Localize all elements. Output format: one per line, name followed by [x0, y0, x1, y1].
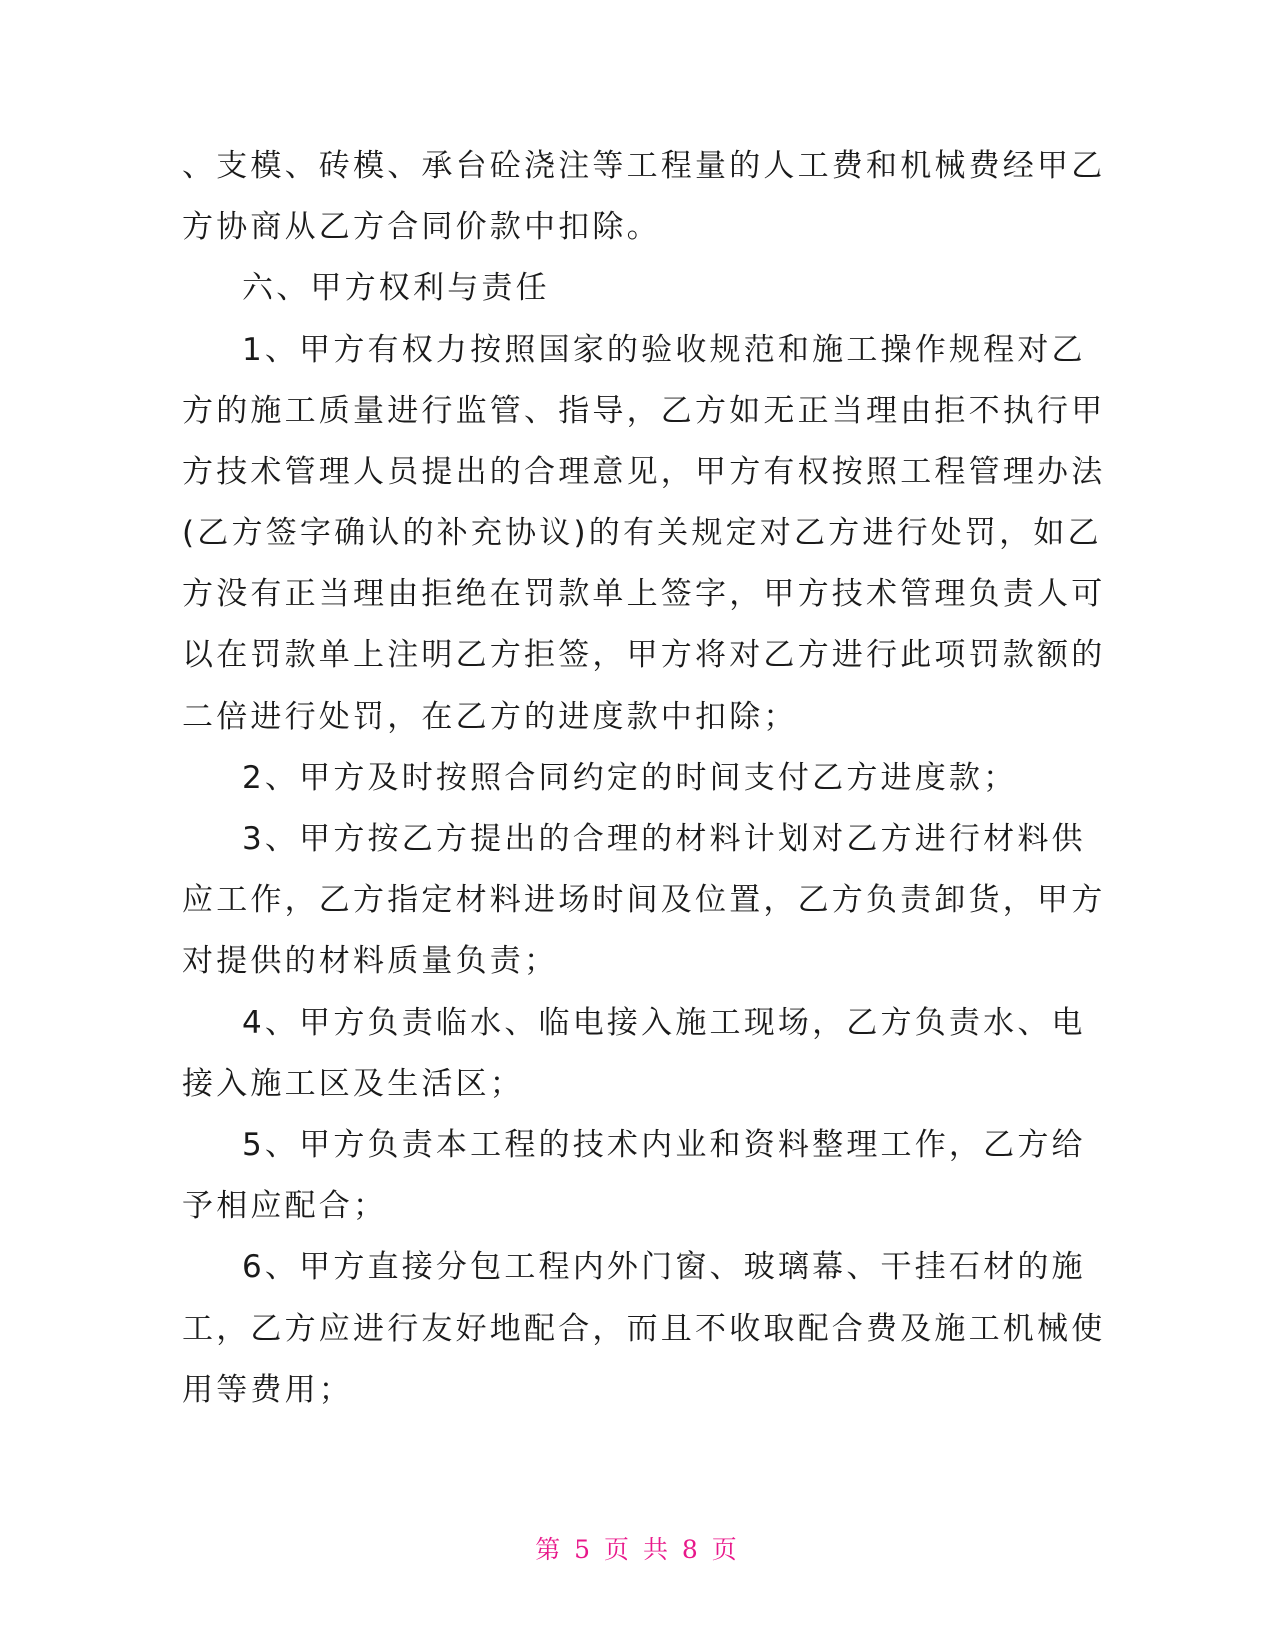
text-line: 方的施工质量进行监管、指导，乙方如无正当理由拒不执行甲: [182, 393, 1106, 429]
text-line: 对提供的材料质量负责；: [182, 943, 559, 979]
text-line: 1、甲方有权力按照国家的验收规范和施工操作规程对乙: [242, 332, 1086, 368]
text-line: 工，乙方应进行友好地配合，而且不收取配合费及施工机械使: [182, 1311, 1106, 1347]
text-line: 5、甲方负责本工程的技术内业和资料整理工作，乙方给: [242, 1127, 1086, 1163]
text-line: 二倍进行处罚，在乙方的进度款中扣除；: [182, 699, 798, 735]
text-line: (乙方签字确认的补充协议)的有关规定对乙方进行处罚，如乙: [182, 515, 1102, 551]
text-line: 6、甲方直接分包工程内外门窗、玻璃幕、干挂石材的施: [242, 1249, 1086, 1285]
text-line: 2、甲方及时按照合同约定的时间支付乙方进度款；: [242, 760, 1018, 796]
text-line: 以在罚款单上注明乙方拒签，甲方将对乙方进行此项罚款额的: [182, 637, 1106, 673]
text-line: 3、甲方按乙方提出的合理的材料计划对乙方进行材料供: [242, 821, 1086, 857]
text-line: 方技术管理人员提出的合理意见，甲方有权按照工程管理办法: [182, 454, 1106, 490]
text-line: 应工作，乙方指定材料进场时间及位置，乙方负责卸货，甲方: [182, 882, 1106, 918]
text-line: 、支模、砖模、承台砼浇注等工程量的人工费和机械费经甲乙: [182, 148, 1106, 184]
section-heading: 六、甲方权利与责任: [242, 270, 550, 306]
text-line: 予相应配合；: [182, 1188, 388, 1224]
text-line: 4、甲方负责临水、临电接入施工现场，乙方负责水、电: [242, 1005, 1086, 1041]
text-line: 用等费用；: [182, 1372, 353, 1408]
page-number-footer: 第 5 页 共 8 页: [535, 1535, 740, 1564]
text-line: 方协商从乙方合同价款中扣除。: [182, 209, 661, 245]
text-line: 方没有正当理由拒绝在罚款单上签字，甲方技术管理负责人可: [182, 576, 1106, 612]
text-line: 接入施工区及生活区；: [182, 1066, 524, 1102]
